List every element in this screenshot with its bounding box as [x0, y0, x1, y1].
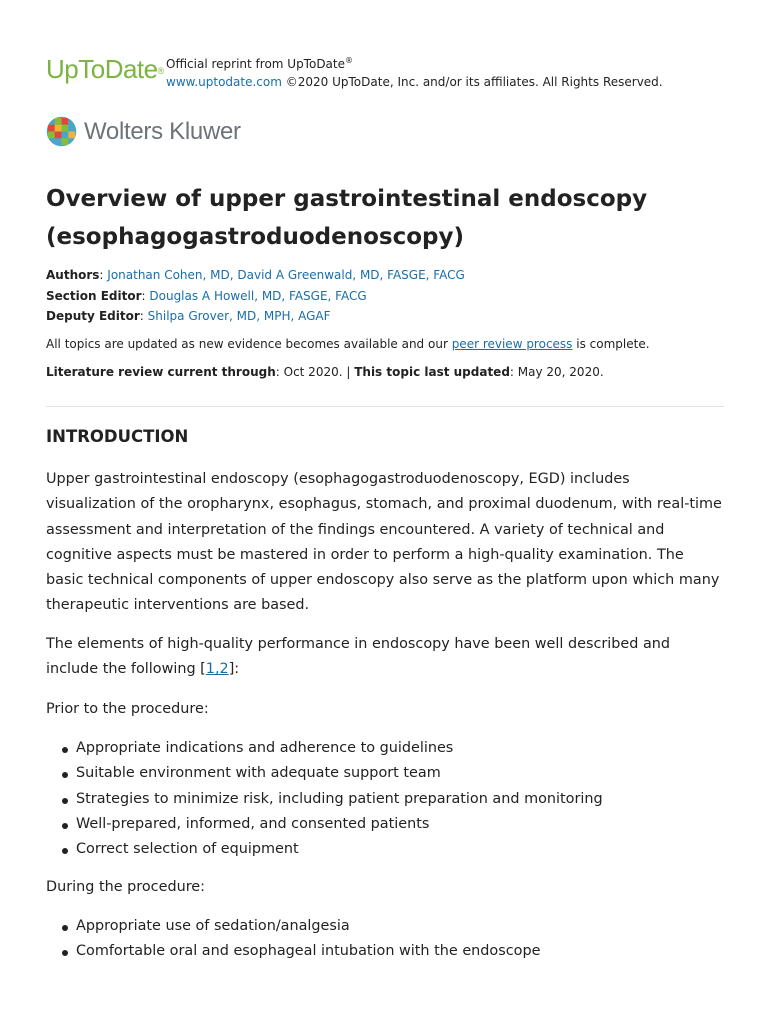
wolters-kluwer-mosaic-icon	[46, 116, 77, 147]
section-divider	[46, 406, 724, 407]
bullet-icon	[62, 925, 68, 931]
deputy-editor-link[interactable]: Shilpa Grover, MD, MPH, AGAF	[147, 309, 331, 323]
reprint-notice	[166, 52, 663, 91]
list-item-text: Appropriate use of sedation/analgesia	[76, 918, 350, 934]
uptodate-logo[interactable]	[46, 54, 164, 84]
review-dates	[46, 363, 604, 381]
list-item	[46, 761, 603, 786]
bullet-icon	[62, 798, 68, 804]
reprint-mark: ®	[345, 56, 353, 65]
reprint-label: Official reprint from UpToDate	[166, 57, 345, 71]
intro-paragraph-2-end: ]:	[228, 661, 240, 678]
article-title: Overview of upper gastrointestinal endoscopy (esophagogastroduodenoscopy)	[46, 186, 648, 250]
authors-link[interactable]: Jonathan Cohen, MD, David A Greenwald, MD, FASGE, FACG	[107, 268, 465, 282]
authors-label: Authors	[46, 268, 100, 282]
publisher-name: Wolters Kluwer	[84, 118, 241, 145]
section-editor-row: Section Editor: Douglas A Howell, MD, FASGE, FACG	[46, 288, 367, 303]
list-item-text: Strategies to minimize risk, including patient preparation and monitoring	[76, 790, 603, 807]
citation-link[interactable]: 1,2	[205, 661, 229, 678]
authors-row: Authors: Jonathan Cohen, MD, David A Greenwald, MD, FASGE, FACG	[46, 268, 465, 282]
deputy-editor-row: Deputy Editor: Shilpa Grover, MD, MPH, AGAF	[46, 309, 331, 323]
bullet-icon	[62, 772, 68, 778]
section-editor-link[interactable]: Douglas A Howell, MD, FASGE, FACG	[149, 288, 367, 303]
update-note-end: is complete.	[572, 337, 650, 351]
deputy-editor-label: Deputy Editor	[46, 309, 140, 323]
peer-review-link[interactable]: peer review process	[451, 337, 573, 351]
site-link[interactable]: www.uptodate.com	[166, 75, 282, 89]
update-note-text: All topics are updated as new evidence becomes available and our	[46, 337, 452, 351]
intro-paragraph-1: Upper gastrointestinal endoscopy (esophagogastroduodenoscopy, EGD) includes visualization of the oropharynx, esophagus, stomach, and proximal duodenum, with real-time assessment and interpretation of the findings encountered. A variety of technical and cognitive aspects must be mastered in order to perform a high-quality examination. The basic technical components of upper endoscopy also serve as the platform upon which many therapeutic interventions are based.	[46, 471, 722, 614]
bullet-icon	[62, 823, 68, 829]
uptodate-logo-text: UpToDate	[46, 54, 158, 84]
intro-paragraph-2-text: The elements of high-quality performance in endoscopy have been well described and include the following [	[46, 636, 671, 678]
list-item-text: Comfortable oral and esophageal intubation with the endoscope	[76, 943, 541, 960]
update-note	[46, 335, 650, 353]
list-item	[46, 914, 540, 939]
list-item-text: Appropriate indications and adherence to guidelines	[76, 740, 454, 756]
section-editor-label: Section Editor	[46, 288, 142, 303]
list-item-text: Correct selection of equipment	[76, 841, 299, 858]
bullet-icon	[62, 747, 68, 753]
list-item	[46, 787, 603, 812]
reprint-header	[46, 52, 724, 92]
last-updated-value: : May 20, 2020.	[509, 365, 604, 379]
list-item	[46, 939, 540, 964]
list-item	[46, 736, 603, 761]
bullet-icon	[62, 950, 68, 956]
lit-review-value: : Oct 2020. |	[275, 365, 355, 379]
prior-procedure-list	[46, 736, 603, 862]
list-item	[46, 837, 603, 862]
list-item-text: Well-prepared, informed, and consented patients	[76, 815, 430, 832]
list-item	[46, 812, 603, 837]
last-updated-label: This topic last updated	[354, 365, 510, 379]
lit-review-label: Literature review current through	[46, 365, 276, 379]
uptodate-logo-mark: ®	[157, 66, 164, 76]
intro-paragraph-2	[46, 632, 724, 683]
article-credits	[46, 265, 465, 327]
introduction-heading: INTRODUCTION	[46, 427, 189, 446]
prior-procedure-label: Prior to the procedure:	[46, 701, 209, 717]
list-item-text: Suitable environment with adequate support team	[76, 765, 441, 782]
during-procedure-list	[46, 914, 540, 965]
copyright-text: ©2020 UpToDate, Inc. and/or its affiliates. All Rights Reserved.	[281, 75, 663, 89]
bullet-icon	[62, 848, 68, 854]
during-procedure-label: During the procedure:	[46, 879, 205, 895]
